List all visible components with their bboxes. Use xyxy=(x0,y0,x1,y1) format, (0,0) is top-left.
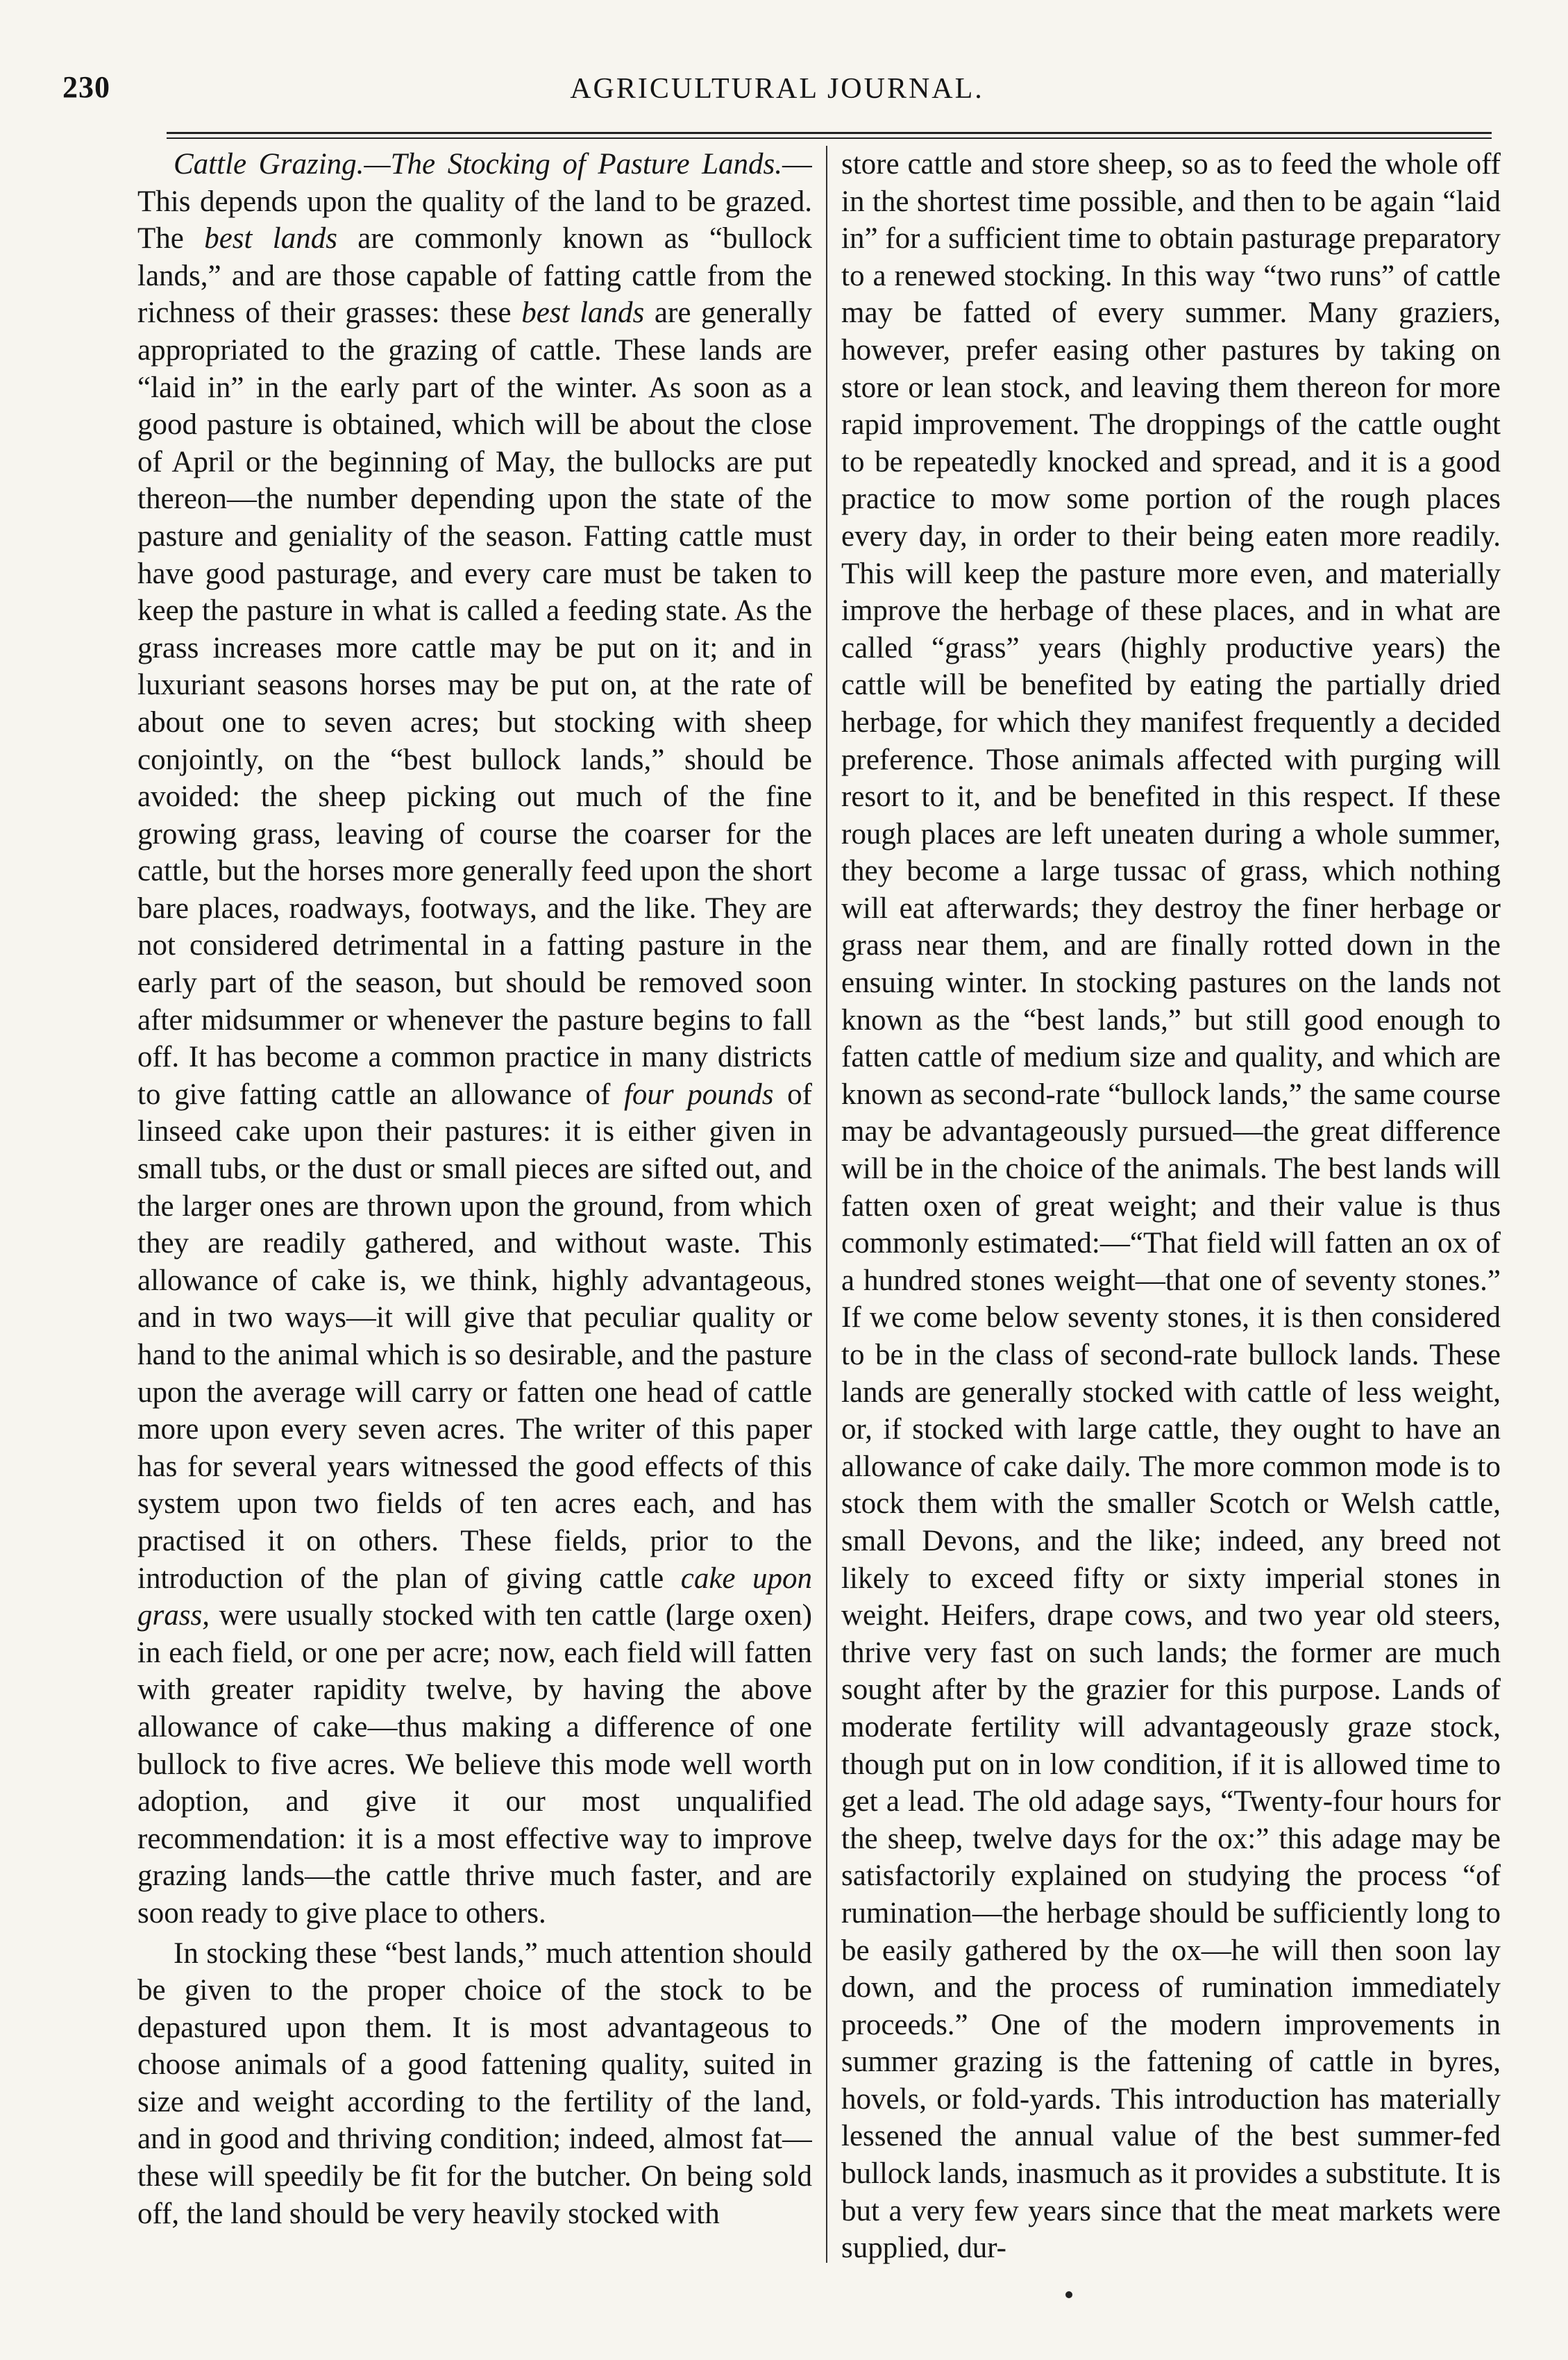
column-divider xyxy=(826,146,827,2263)
running-head: AGRICULTURAL JOURNAL. xyxy=(570,73,984,105)
left-column xyxy=(137,146,812,2291)
paragraph-continuation: store cattle and store sheep, so as to feed the whole off in the shortest time possible, and then to be again “laid in” for a sufficient time to obtain pasturage preparatory to a renewed stocking. In this way “two runs” of cattle may be fatted of every summer. Many graziers, however, prefer easing other pastures by taking on store or lean stock, and leaving them thereon for more rapid improvement. The droppings of the cattle ought to be repeatedly knocked and spread, and it is a good practice to mow some portion of the rough places every day, in order to their being eaten more readily. This will keep the pasture more even, and materially improve the herbage of these places, and in what are called “grass” years (highly productive years) the cattle will be benefited by eating the partially dried herbage, for which they manifest frequently a decided preference. Those animals affected with purging will resort to it, and be benefited in this respect. If these rough places are left uneaten during a whole summer, they become a large tussac of grass, which nothing will eat afterwards; they destroy the finer herbage or grass near them, and are finally rotted down in the ensuing winter. In stocking pastures on the lands not known as the “best lands,” but still good enough to fatten cattle of medium size and quality, and which are known as second-rate “bullock lands,” the same course may be advantageously pursued—the great difference will be in the choice of the animals. The best lands will fatten oxen of great weight; and their value is thus commonly estimated:—“That field will fatten an ox of a hundred stones weight—that one of seventy stones.” If we come below seventy stones, it is then considered to be in the class of second-rate bullock lands. These lands are generally stocked with cattle of less weight, or, if stocked with large cattle, they ought to have an allowance of cake daily. The more common mode is to stock them with the smaller Scotch or Welsh cattle, small Devons, and the like; indeed, any breed not likely to exceed fifty or sixty imperial stones in weight. Heifers, drape cows, and two year old steers, thrive very fast on such lands; the former are much sought after by the grazier for this purpose. Lands of moderate fertility will advantageously graze stock, though put on in low condition, if it is allowed time to get a lead. The old adage says, “Twenty-four hours for the sheep, twelve days for the ox:” this adage may be satisfactorily explained on studying the process “of rumination—the herbage should be sufficiently long to be easily gathered by the ox—he will then soon lay down, and the process of rumination immediately proceeds.” One of the modern improvements in summer grazing is the fattening of cattle in byres, hovels, or fold-yards. This introduction has materially lessened the annual value of the best summer-fed bullock lands, inasmuch as it provides a substitute. It is but a very few years since that the meat markets were supplied, dur- xyxy=(841,148,1501,2265)
right-column xyxy=(841,146,1501,2291)
page-header xyxy=(62,69,1492,118)
paragraph-cattle-grazing: Cattle Grazing.—The Stocking of Pasture Lands.—This depends upon the quality of the land to be grazed. The best lands are commonly known as “bullock lands,” and are those capable of fatting cattle from the richness of their grasses: these best lands are generally appropriated to the grazing of cattle. These lands are “laid in” in the early part of the winter. As soon as a good pasture is obtained, which will be about the close of April or the beginning of May, the bullocks are put thereon—the number depending upon the state of the pasture and geniality of the season. Fatting cattle must have good pasturage, and every care must be taken to keep the pasture in what is called a feeding state. As the grass increases more cattle may be put on it; and in luxuriant seasons horses may be put on, at the rate of about one to seven acres; but stocking with sheep conjointly, on the “best bullock lands,” should be avoided: the sheep picking out much of the fine growing grass, leaving of course the coarser for the cattle, but the horses more generally feed upon the short bare places, roadways, footways, and the like. They are not considered detrimental in a fatting pasture in the early part of the season, but should be removed soon after midsummer or whenever the pasture begins to fall off. It has become a common practice in many districts to give fatting cattle an allowance of four pounds of linseed cake upon their pastures: it is either given in small tubs, or the dust or small pieces are sifted out, and the larger ones are thrown upon the ground, from which they are readily gathered, and without waste. This allowance of cake is, we think, highly advantageous, and in two ways—it will give that peculiar quality or hand to the animal which is so desirable, and the pasture upon the average will carry or fatten one head of cattle more upon every seven acres. The writer of this paper has for several years witnessed the good effects of this system upon two fields of ten acres each, and has practised it on others. These fields, prior to the introduction of the plan of giving cattle cake upon grass, were usually stocked with ten cattle (large oxen) in each field, or one per acre; now, each field will fatten with greater rapidity twelve, by having the above allowance of cake—thus making a difference of one bullock to five acres. We believe this mode well worth adoption, and give it our most unqualified recommendation: it is a most effective way to improve grazing lands—the cattle thrive much faster, and are soon ready to give place to others. xyxy=(137,148,812,1930)
header-rule-thin xyxy=(167,137,1492,139)
paragraph-stocking-best-lands: In stocking these “best lands,” much attention should be given to the proper choice of the stock to be depastured upon them. It is most advantageous to choose animals of a good fattening quality, suited in size and weight according to the fertility of the land, and in good and thriving condition; indeed, almost fat—these will speedily be fit for the butcher. On being sold off, the land should be very heavily stocked with xyxy=(137,1936,812,2230)
page-number: 230 xyxy=(62,70,110,104)
print-mark xyxy=(1065,2291,1072,2298)
section-heading: Cattle Grazing.—The Stocking of Pasture Lands. xyxy=(174,148,782,181)
header-rule xyxy=(167,132,1492,134)
